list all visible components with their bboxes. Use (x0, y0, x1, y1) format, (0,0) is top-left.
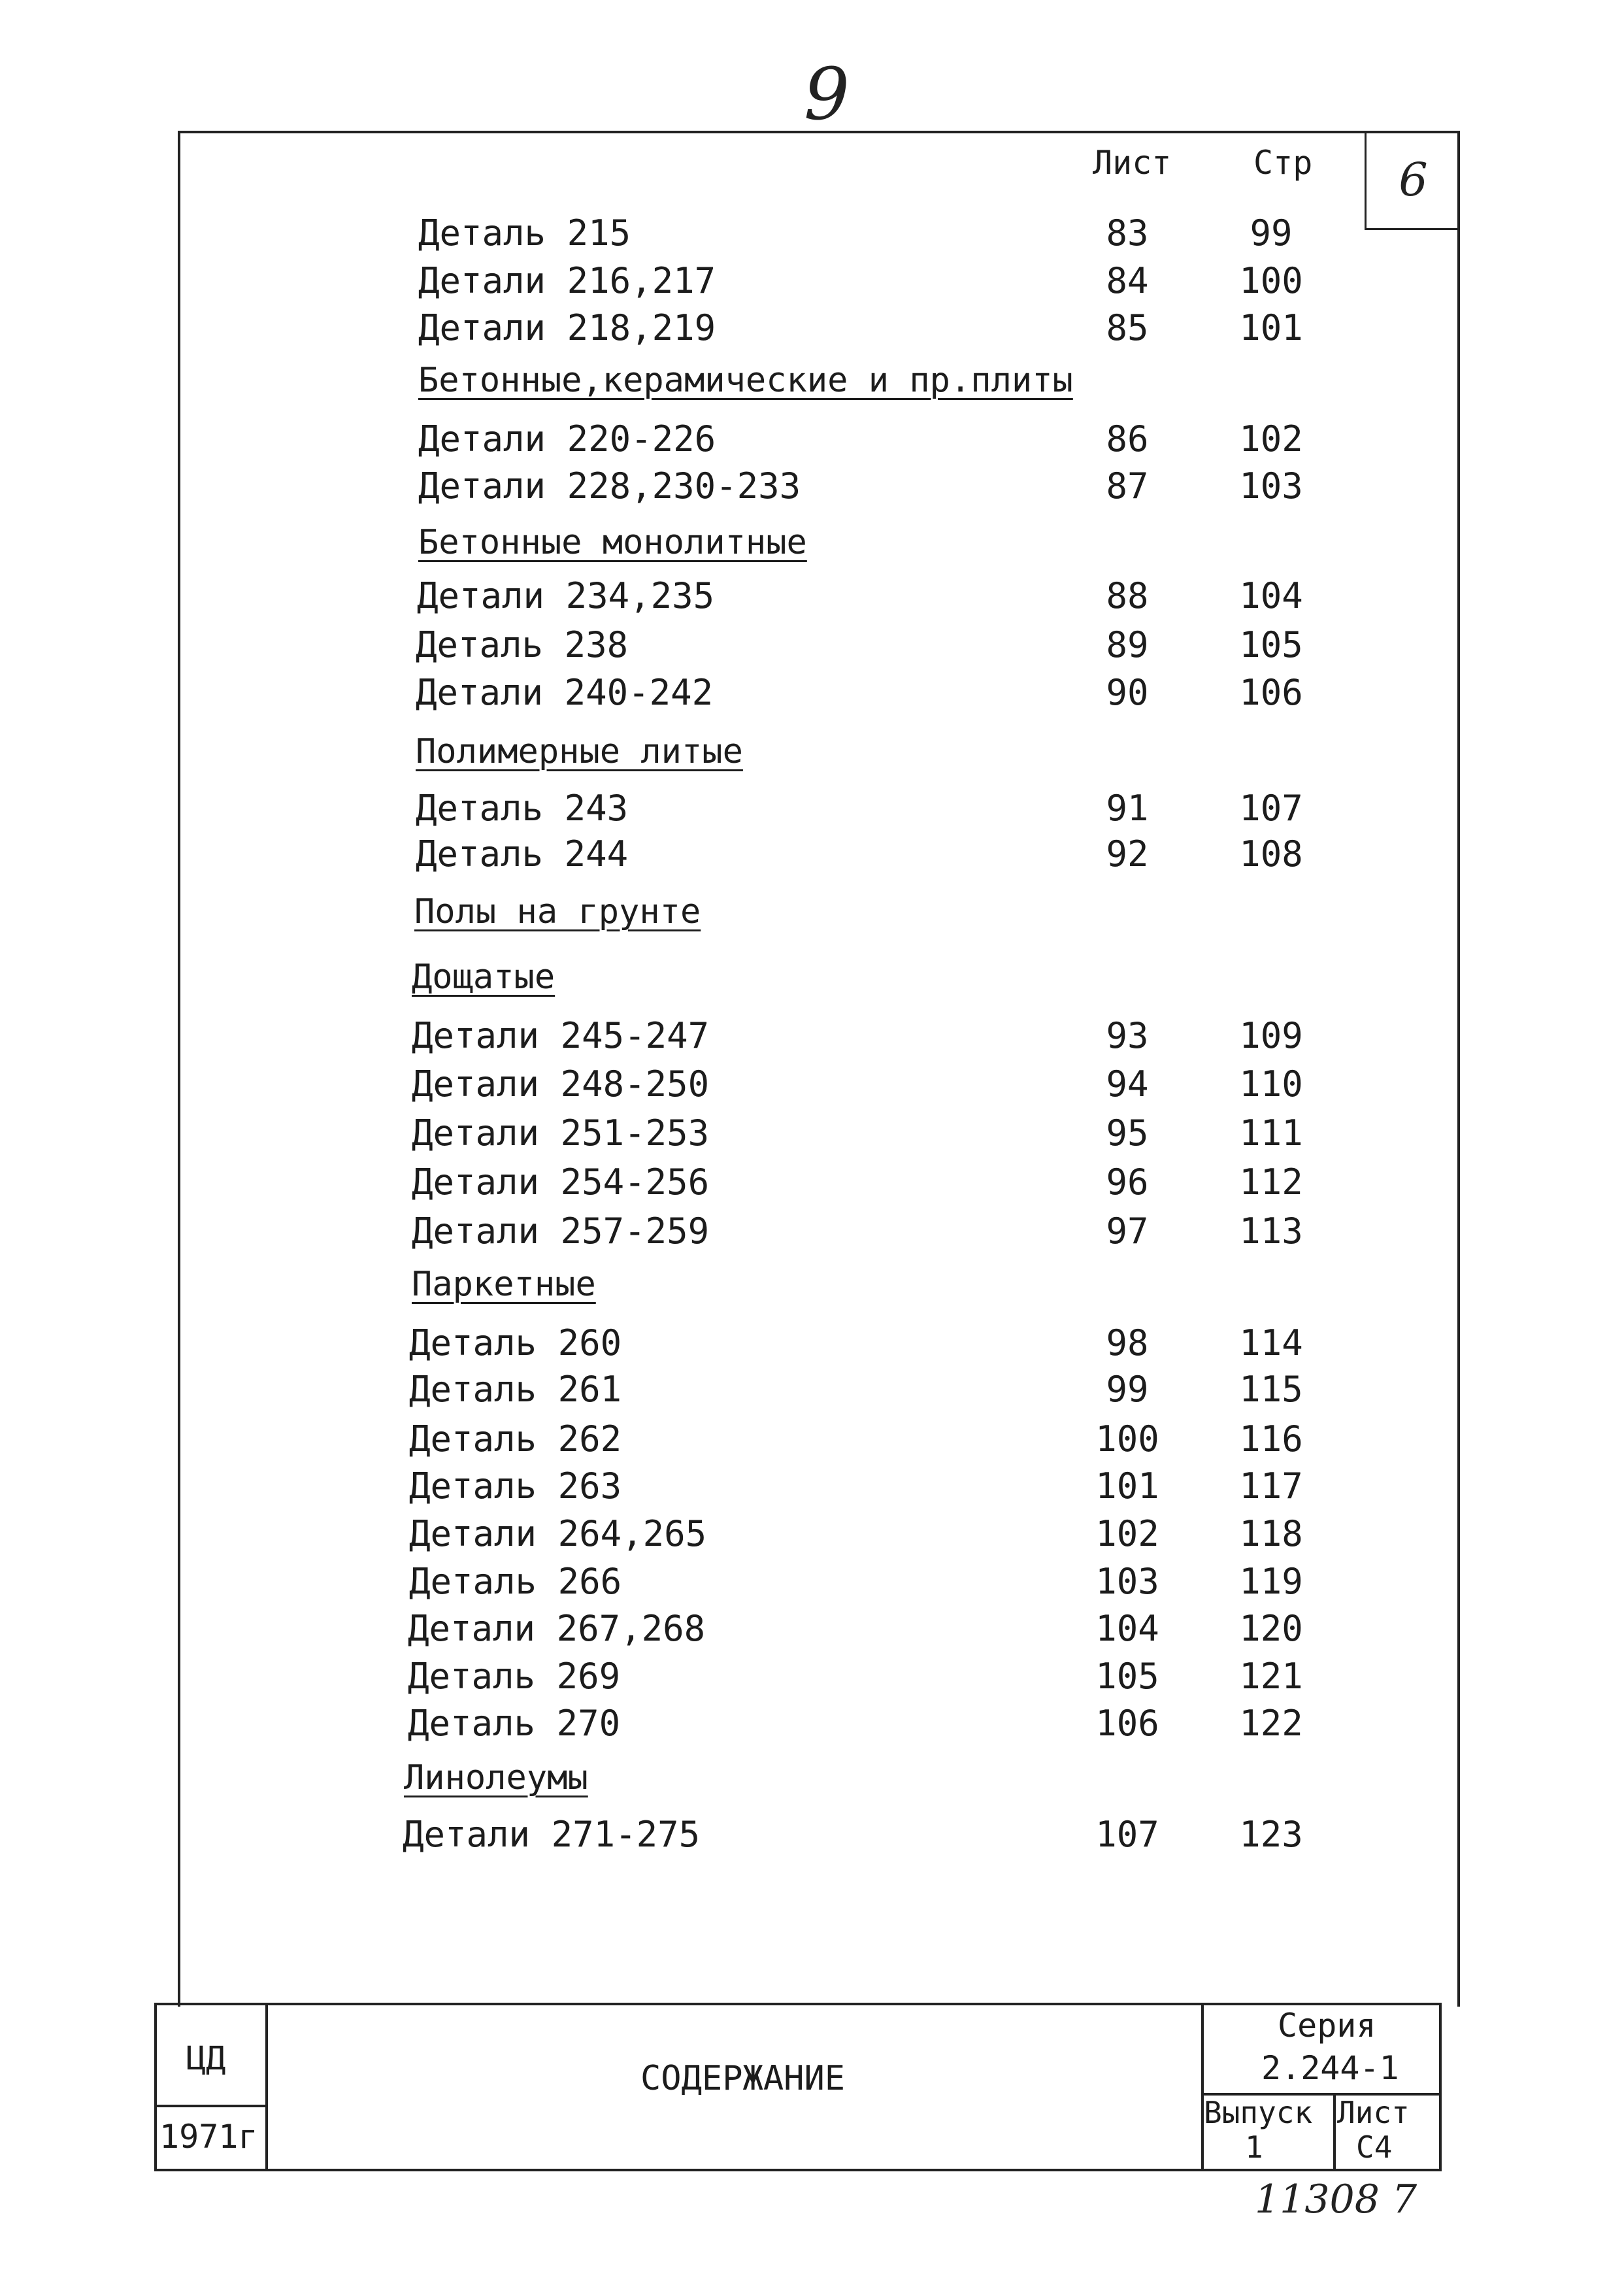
row-page-number: 115 (1239, 1369, 1303, 1410)
row-page-number: 107 (1239, 788, 1303, 829)
section-heading: Паркетные (412, 1265, 596, 1304)
row-page-number: 114 (1239, 1322, 1303, 1363)
row-page-number: 104 (1239, 575, 1303, 616)
contents-row (0, 1814, 1624, 1860)
row-page-number: 99 (1250, 212, 1293, 254)
row-page-number: 105 (1239, 624, 1303, 665)
contents-row (0, 672, 1624, 718)
sheet-label: Лист (1337, 2095, 1410, 2130)
contents-row (0, 1465, 1624, 1511)
row-sheet-number: 90 (1106, 672, 1149, 713)
row-name: Детали 254-256 (412, 1161, 710, 1203)
section-heading: Линолеумы (404, 1758, 588, 1797)
section-heading: Бетонные монолитные (418, 523, 807, 562)
contents-row (0, 1513, 1624, 1559)
contents-row (0, 1656, 1624, 1701)
corner-sheet-number: 6 (1399, 152, 1428, 207)
row-name: Деталь 262 (409, 1418, 622, 1460)
row-name: Деталь 215 (418, 212, 631, 254)
contents-row (0, 418, 1624, 464)
row-name: Деталь 244 (416, 833, 629, 875)
row-sheet-number: 88 (1106, 575, 1149, 616)
row-sheet-number: 92 (1106, 833, 1149, 875)
row-name: Детали 228,230-233 (418, 465, 801, 507)
row-name: Детали 267,268 (408, 1608, 706, 1649)
row-page-number: 119 (1239, 1561, 1303, 1602)
contents-row (0, 1211, 1624, 1256)
row-name: Детали 248-250 (412, 1063, 710, 1105)
row-name: Детали 216,217 (418, 260, 716, 301)
row-name: Детали 257-259 (412, 1211, 710, 1252)
row-page-number: 111 (1239, 1112, 1303, 1154)
handwritten-page-number: 9 (804, 52, 850, 136)
row-sheet-number: 98 (1106, 1322, 1149, 1363)
row-name: Деталь 238 (416, 624, 629, 665)
contents-row (0, 624, 1624, 670)
contents-row (0, 1322, 1624, 1368)
row-page-number: 117 (1239, 1465, 1303, 1507)
row-name: Деталь 266 (409, 1561, 622, 1602)
row-page-number: 123 (1239, 1814, 1303, 1855)
contents-row (0, 1112, 1624, 1158)
row-name: Детали 218,219 (418, 307, 716, 348)
row-sheet-number: 101 (1095, 1465, 1159, 1507)
row-sheet-number: 107 (1095, 1814, 1159, 1855)
contents-row (0, 1703, 1624, 1748)
section-heading: Полы на грунте (414, 892, 701, 931)
row-sheet-number: 86 (1106, 418, 1149, 459)
sheet-value: С4 (1356, 2130, 1393, 2165)
contents-row (0, 1561, 1624, 1607)
row-sheet-number: 104 (1095, 1608, 1159, 1649)
section-heading: Полимерные литые (416, 732, 743, 771)
row-sheet-number: 99 (1106, 1369, 1149, 1410)
contents-row (0, 465, 1624, 511)
year: 1971г (159, 2118, 258, 2156)
contents-row (0, 212, 1624, 258)
contents-row (0, 575, 1624, 621)
row-sheet-number: 106 (1095, 1703, 1159, 1744)
row-sheet-number: 93 (1106, 1015, 1149, 1056)
row-page-number: 112 (1239, 1161, 1303, 1203)
contents-row (0, 1369, 1624, 1414)
row-name: Деталь 263 (409, 1465, 622, 1507)
row-page-number: 101 (1239, 307, 1303, 348)
row-sheet-number: 91 (1106, 788, 1149, 829)
row-page-number: 108 (1239, 833, 1303, 875)
row-sheet-number: 89 (1106, 624, 1149, 665)
series-value: 2.244-1 (1261, 2049, 1399, 2087)
issue-value: 1 (1245, 2130, 1263, 2165)
row-name: Деталь 269 (408, 1656, 621, 1697)
contents-row (0, 1418, 1624, 1464)
issue-label: Выпуск (1204, 2095, 1313, 2130)
row-sheet-number: 95 (1106, 1112, 1149, 1154)
handwritten-archive-number: 11308 7 (1255, 2177, 1417, 2222)
contents-row (0, 1015, 1624, 1061)
row-name: Деталь 260 (409, 1322, 622, 1363)
row-page-number: 113 (1239, 1211, 1303, 1252)
row-name: Детали 245-247 (412, 1015, 710, 1056)
row-page-number: 118 (1239, 1513, 1303, 1554)
row-name: Детали 251-253 (412, 1112, 710, 1154)
row-sheet-number: 84 (1106, 260, 1149, 301)
row-page-number: 116 (1239, 1418, 1303, 1460)
row-sheet-number: 85 (1106, 307, 1149, 348)
series-label: Серия (1278, 2007, 1376, 2045)
row-sheet-number: 83 (1106, 212, 1149, 254)
row-page-number: 110 (1239, 1063, 1303, 1105)
organization-code: ЦД (186, 2039, 226, 2077)
row-page-number: 102 (1239, 418, 1303, 459)
row-sheet-number: 100 (1095, 1418, 1159, 1460)
section-heading: Дощатые (412, 958, 555, 997)
row-name: Детали 240-242 (416, 672, 714, 713)
row-sheet-number: 96 (1106, 1161, 1149, 1203)
row-page-number: 100 (1239, 260, 1303, 301)
row-page-number: 109 (1239, 1015, 1303, 1056)
row-page-number: 120 (1239, 1608, 1303, 1649)
row-name: Деталь 270 (408, 1703, 621, 1744)
row-page-number: 103 (1239, 465, 1303, 507)
row-name: Детали 271-275 (403, 1814, 701, 1855)
column-header-page: Стр (1253, 144, 1313, 182)
row-sheet-number: 103 (1095, 1561, 1159, 1602)
row-name: Деталь 243 (416, 788, 629, 829)
row-page-number: 122 (1239, 1703, 1303, 1744)
row-sheet-number: 97 (1106, 1211, 1149, 1252)
contents-row (0, 307, 1624, 353)
document-title: СОДЕРЖАНИЕ (640, 2059, 846, 2098)
contents-row (0, 833, 1624, 879)
column-header-sheet: Лист (1093, 144, 1172, 182)
contents-row (0, 1063, 1624, 1109)
row-name: Детали 264,265 (409, 1513, 707, 1554)
row-page-number: 121 (1239, 1656, 1303, 1697)
row-sheet-number: 87 (1106, 465, 1149, 507)
row-name: Деталь 261 (409, 1369, 622, 1410)
contents-row (0, 260, 1624, 306)
row-page-number: 106 (1239, 672, 1303, 713)
contents-row (0, 788, 1624, 833)
row-name: Детали 220-226 (418, 418, 716, 459)
row-sheet-number: 105 (1095, 1656, 1159, 1697)
contents-row (0, 1608, 1624, 1654)
row-sheet-number: 94 (1106, 1063, 1149, 1105)
section-heading: Бетонные,керамические и пр.плиты (418, 361, 1073, 400)
contents-row (0, 1161, 1624, 1207)
row-sheet-number: 102 (1095, 1513, 1159, 1554)
row-name: Детали 234,235 (417, 575, 715, 616)
